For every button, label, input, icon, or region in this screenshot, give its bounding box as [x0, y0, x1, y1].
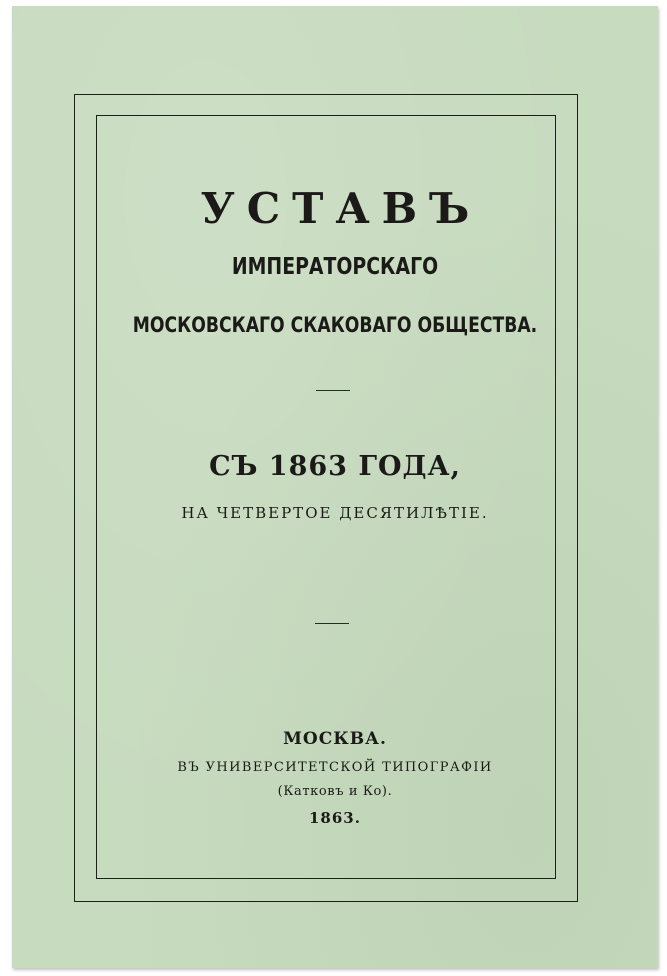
- divider-rule-top: [316, 390, 350, 391]
- imprint-publisher: (Катковъ и Ко).: [277, 784, 393, 799]
- cover-subtitle-line1: ИМПЕРАТОРСКАГО: [231, 254, 439, 280]
- imprint-year: 1863.: [309, 809, 361, 827]
- cover-title: УСТАВЪ: [200, 184, 482, 233]
- cover-subtitle-line2: МОСКОВСКАГО СКАКОВАГО ОБЩЕСТВА.: [132, 313, 538, 337]
- since-year-line: СЪ 1863 ГОДА,: [209, 451, 461, 482]
- imprint-city: МОСКВА.: [283, 729, 387, 749]
- decade-line: НА ЧЕТВЕРТОЕ ДЕСЯТИЛѢТІЕ.: [181, 504, 489, 522]
- book-cover: [12, 6, 658, 968]
- imprint-printer: ВЪ УНИВЕРСИТЕТСКОЙ ТИПОГРАФІИ: [177, 760, 493, 775]
- divider-rule-bottom: [315, 623, 349, 624]
